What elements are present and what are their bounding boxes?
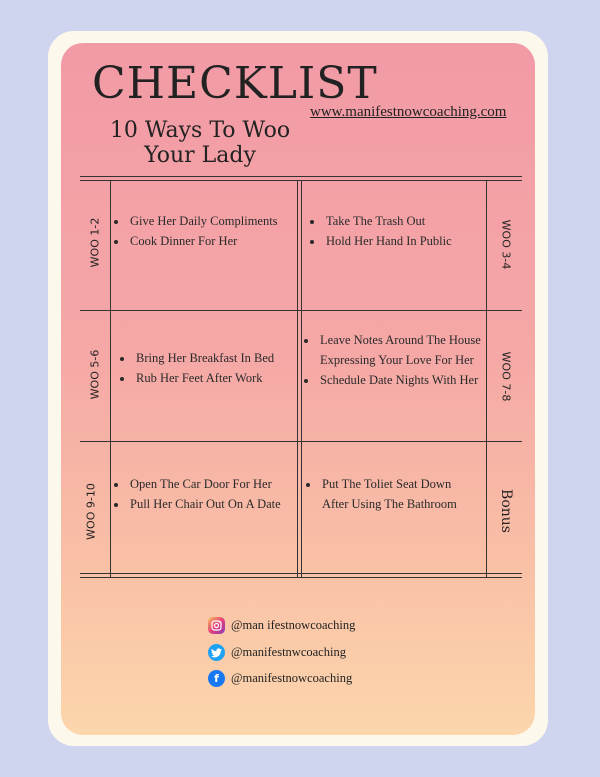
instagram-handle: @man ifestnowcoaching — [231, 618, 356, 632]
row-label-woo-5-6: WOO 5-6 — [88, 349, 102, 400]
twitter-icon — [208, 644, 225, 661]
row-label-woo-7-8: WOO 7-8 — [499, 351, 513, 402]
subtitle-line-2: Your Lady — [144, 143, 256, 168]
row-label-woo-1-2: WOO 1-2 — [88, 217, 102, 268]
checklist-item: • Give Her Daily Compliments — [128, 211, 296, 231]
checklist-cell — [116, 211, 296, 251]
checklist-item: • Open The Car Door For Her — [128, 474, 296, 494]
checklist-item: • Put The Toliet Seat Down After Using The Bathroom — [320, 474, 486, 514]
row-label-bonus: Bonus — [498, 489, 514, 533]
page-title: CHECKLIST — [92, 58, 378, 109]
checklist-cell — [116, 474, 296, 514]
grid-line-bottom-2 — [80, 577, 522, 578]
grid-line-middle-2 — [301, 180, 302, 577]
checklist-cell — [308, 474, 486, 514]
facebook-handle: @manifestnowcoaching — [231, 671, 353, 685]
instagram-icon — [208, 617, 225, 634]
row-label-woo-9-10: WOO 9-10 — [84, 483, 98, 540]
instagram-link[interactable] — [208, 617, 355, 634]
subtitle-line-1: 10 Ways To Woo — [109, 118, 291, 143]
checklist-item: • Bring Her Breakfast In Bed — [134, 348, 297, 368]
twitter-link[interactable] — [208, 644, 346, 661]
checklist-item: • Leave Notes Around The House Expressing Your Love For Her — [318, 330, 488, 370]
checklist-item: • Take The Trash Out — [324, 211, 487, 231]
facebook-icon: f — [208, 670, 225, 687]
facebook-link[interactable] — [208, 670, 352, 687]
checklist-cell — [312, 211, 487, 251]
page-subtitle — [100, 118, 300, 168]
checklist-item: • Pull Her Chair Out On A Date — [128, 494, 296, 514]
twitter-handle: @manifestnwcoaching — [231, 645, 346, 659]
grid-line-left-label — [110, 180, 111, 577]
checklist-item: • Cook Dinner For Her — [128, 231, 296, 251]
grid-line-middle-1 — [297, 180, 298, 577]
checklist-cell — [306, 330, 488, 390]
grid-line-top-1 — [80, 176, 522, 177]
row-label-woo-3-4: WOO 3-4 — [499, 219, 513, 270]
website-link[interactable]: www.manifestnowcoaching.com — [310, 104, 507, 120]
checklist-item: • Hold Her Hand In Public — [324, 231, 487, 251]
checklist-item: • Schedule Date Nights With Her — [318, 370, 488, 390]
checklist-item: • Rub Her Feet After Work — [134, 368, 297, 388]
checklist-cell — [122, 348, 297, 388]
